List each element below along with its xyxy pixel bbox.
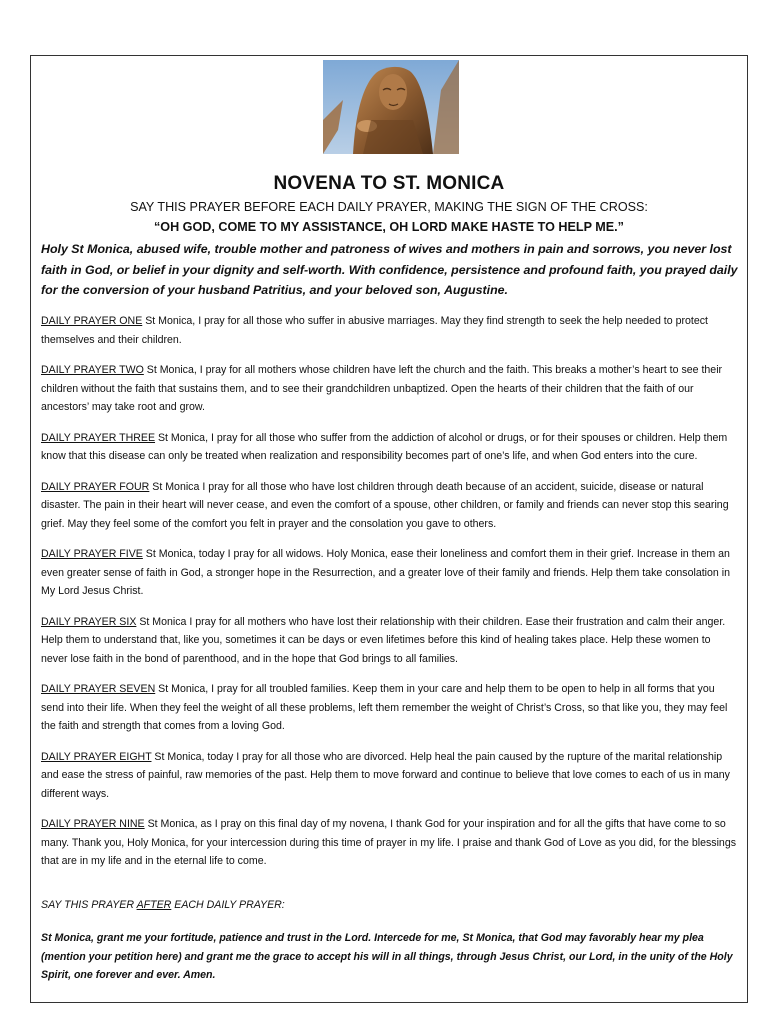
daily-prayer-text: St Monica, today I pray for all widows. Holy Monica, ease their loneliness and comfort them in their grief. Increase in them an even greater sense of faith in God, a stronger hope in the Resurrection, and a greater love of their family and friends. Help them take consolation in My Lord Jesus Christ. [41, 548, 730, 597]
daily-prayer [41, 361, 739, 417]
after-prefix: SAY THIS PRAYER [41, 899, 137, 911]
daily-prayer [41, 815, 739, 871]
daily-prayer-label: DAILY PRAYER THREE [41, 431, 156, 444]
daily-prayer-text: St Monica I pray for all mothers who have lost their relationship with their children. Ease their frustration and calm their anger. Help them to understand that, like you, sometimes it can be days or even lifetimes before this kind of healing takes place. Help these women to never lose faith in the bond of parenthood, and in the hope that God brings to all families. [41, 615, 726, 665]
daily-prayer [41, 680, 739, 736]
daily-prayer-label: DAILY PRAYER TWO [41, 364, 144, 376]
invocation-text: “OH GOD, COME TO MY ASSISTANCE, OH LORD MAKE HASTE TO HELP ME.” [154, 220, 624, 234]
document-page [30, 55, 748, 1003]
statue-illustration [323, 60, 459, 154]
daily-prayer-text: St Monica, as I pray on this final day of my novena, I thank God for your inspiration and for all the gifts that have come to so many. Thank you, Holy Monica, for your intercession during this time of prayer in my life. I praise and thank God of Love as you did, for the blessings that are in my life and in the eternal life to come. [41, 818, 737, 867]
st-monica-statue-image [323, 60, 459, 154]
daily-prayers-list [41, 312, 739, 883]
instruction-text: SAY THIS PRAYER BEFORE EACH DAILY PRAYER, MAKING THE SIGN OF THE CROSS: [130, 200, 648, 214]
daily-prayer [41, 429, 739, 466]
closing-prayer: St Monica, grant me your fortitude, patience and trust in the Lord. Intercede for me, St Monica, that God may favorably hear my plea (mention your petition here) and grant me the grace to accept his will in all things, through Jesus Christ, our Lord, in the unity of the Holy Spirit, one forever and ever. Amen. [41, 932, 733, 981]
daily-prayer-label: DAILY PRAYER FOUR [41, 480, 150, 493]
daily-prayer-text: St Monica I pray for all those who have lost children through death because of an accident, suicide, disease or natural disaster. The pain in their heart will never cease, and even the comfort of a spouse, other children, or family and friends can never stop this searing grief. May they feel some of the comfort you felt in prayer and the consolation you gave to others. [41, 480, 729, 530]
daily-prayer-text: St Monica, today I pray for all those who are divorced. Help heal the pain caused by the rupture of the marital relationship and ease the stress of painful, raw memories of the past. Help them to move forward and continue to believe that love comes to each of us in many different ways. [41, 750, 730, 800]
daily-prayer-label: DAILY PRAYER ONE [41, 315, 143, 327]
daily-prayer [41, 748, 739, 804]
after-suffix: EACH DAILY PRAYER: [171, 899, 285, 911]
after-prayer-instruction [41, 899, 285, 911]
daily-prayer-label: DAILY PRAYER SIX [41, 615, 137, 628]
daily-prayer [41, 478, 739, 534]
daily-prayer [41, 312, 739, 349]
daily-prayer-label: DAILY PRAYER EIGHT [41, 750, 152, 763]
daily-prayer [41, 545, 739, 601]
daily-prayer-label: DAILY PRAYER SEVEN [41, 683, 156, 695]
page-title: NOVENA TO ST. MONICA [273, 173, 505, 194]
daily-prayer-label: DAILY PRAYER FIVE [41, 548, 143, 560]
intro-paragraph: Holy St Monica, abused wife, trouble mother and patroness of wives and mothers in pain and sorrows, you never lost faith in God, or belief in your dignity and self-worth. With confidence, persistence and profound faith, you prayed daily for the conversion of your husband Patritius, and your beloved son, Augustine. [41, 242, 738, 297]
daily-prayer-text: St Monica, I pray for all those who suffer in abusive marriages. May they find strength to seek the help needed to protect themselves and their children. [41, 315, 708, 346]
daily-prayer-text: St Monica, I pray for all those who suffer from the addiction of alcohol or drugs, or for their spouses or children. Help them know that this disease can only be treated when realization and responsibility becomes part of one’s life, and when God enters into the cure. [41, 431, 728, 462]
daily-prayer-label: DAILY PRAYER NINE [41, 818, 145, 830]
daily-prayer-text: St Monica, I pray for all troubled families. Keep them in your care and help them to be open to help in all forms that you send into their life. When they feel the weight of all these problems, left them remember the weight of Christ’s Cross, so that like you, they may feel the faith and strength that comes from a loving God. [41, 683, 728, 732]
after-emphasis: AFTER [136, 899, 172, 911]
daily-prayer-text: St Monica, I pray for all mothers whose children have left the church and the faith. This breaks a mother’s heart to see their children without the faith that sustains them, and to see their grandchildren unbaptized. Open the hearts of their children that the faith of our ancestors’ may take root and grow. [41, 364, 723, 413]
daily-prayer [41, 613, 739, 669]
